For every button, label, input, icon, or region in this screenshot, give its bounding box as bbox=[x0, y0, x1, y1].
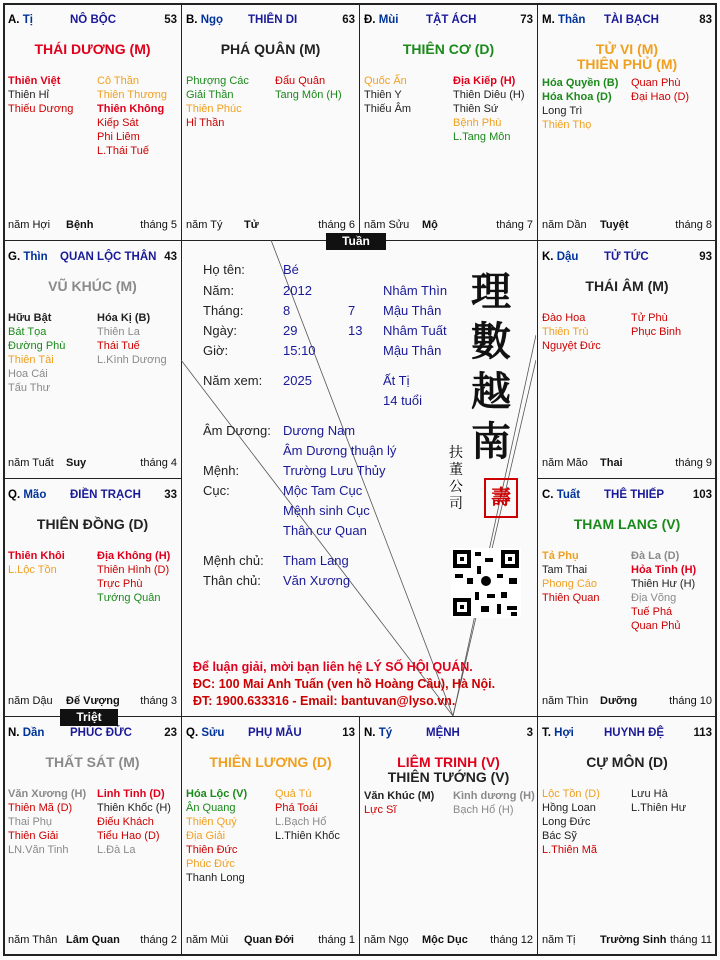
contact-phone-email[interactable]: ĐT: 1900.633316 - Email: bantuvan@lyso.vn. bbox=[193, 694, 456, 708]
palace-footer bbox=[186, 934, 355, 947]
tuan-tag: Tuần bbox=[326, 233, 386, 250]
minor-star: Thai Phụ bbox=[8, 816, 53, 828]
minor-star: Thiếu Dương bbox=[8, 103, 74, 115]
minor-star: Phá Toái bbox=[275, 802, 318, 814]
year-label: năm Sửu bbox=[364, 219, 410, 231]
minor-star: Văn Khúc (M) bbox=[364, 790, 435, 802]
minor-stars-left bbox=[186, 787, 247, 885]
minor-star: Phong Cáo bbox=[542, 578, 598, 590]
palace-header bbox=[8, 727, 177, 741]
minor-stars-right bbox=[631, 311, 681, 339]
red-seal-stamp: 壽 bbox=[484, 478, 518, 518]
minor-star: L.Đà La bbox=[97, 844, 136, 856]
triet-tag: Triệt bbox=[60, 709, 118, 726]
minor-stars-left bbox=[542, 549, 599, 605]
palace-footer bbox=[364, 934, 533, 947]
minor-stars-left bbox=[8, 787, 86, 857]
palace-header bbox=[542, 727, 712, 741]
palace-thin[interactable] bbox=[3, 240, 182, 479]
palace-name: PHÚC ĐỨC bbox=[70, 727, 132, 739]
minor-star: L.Thiên Mã bbox=[542, 844, 598, 856]
minor-star: Tang Môn (H) bbox=[275, 89, 342, 101]
palace-number: 83 bbox=[699, 14, 712, 26]
palace-header bbox=[542, 489, 712, 503]
cuc-relation: Mệnh sinh Cục bbox=[283, 503, 370, 518]
day-value: 29 bbox=[283, 323, 298, 338]
minor-star: Thiên Khốc (H) bbox=[97, 802, 171, 814]
palace-dau[interactable] bbox=[537, 240, 717, 479]
minor-star: LN.Văn Tinh bbox=[8, 844, 69, 856]
palace-header bbox=[542, 14, 712, 28]
minor-star: Đà La (D) bbox=[631, 550, 680, 562]
palace-number: 113 bbox=[693, 727, 712, 739]
palace-header bbox=[542, 251, 712, 265]
palace-name: HUYNH ĐỆ bbox=[604, 727, 665, 739]
palace-number: 3 bbox=[526, 727, 533, 739]
minor-star: Phượng Các bbox=[186, 75, 249, 87]
minor-star: Hồng Loan bbox=[542, 802, 596, 814]
view-year-label: Năm xem: bbox=[203, 373, 263, 388]
palace-footer bbox=[8, 219, 177, 232]
minor-star: Thiên Thương bbox=[97, 89, 168, 101]
main-star: THIÊN PHỦ (M) bbox=[576, 56, 678, 72]
minor-star: Quan Phủ bbox=[631, 620, 681, 632]
palace-position: C. Tuất bbox=[542, 489, 581, 501]
palace-position: N. Tý bbox=[364, 727, 393, 739]
minor-stars-left bbox=[542, 76, 618, 132]
year-label: năm Dần bbox=[542, 219, 587, 231]
minor-star: Linh Tinh (D) bbox=[97, 788, 165, 800]
main-star: THÁI ÂM (M) bbox=[585, 278, 669, 294]
main-star: THẤT SÁT (M) bbox=[45, 754, 140, 770]
minor-stars-left bbox=[186, 74, 249, 130]
month-label: tháng 4 bbox=[140, 457, 177, 469]
contact-line-1: Để luận giải, mời bạn liên hệ LÝ SỐ HỘI QUÁN. bbox=[193, 660, 473, 674]
minor-stars-left bbox=[542, 787, 600, 857]
palace-footer bbox=[8, 695, 177, 708]
minor-star: Thiên Quý bbox=[186, 816, 237, 828]
minor-star: Đẩu Quân bbox=[275, 75, 326, 87]
palace-footer bbox=[8, 457, 177, 470]
name-label: Họ tên: bbox=[203, 262, 245, 277]
day-canchi: Nhâm Tuất bbox=[383, 323, 447, 338]
palace-position: A. Tị bbox=[8, 14, 33, 26]
calligraphy-char-1: 理 bbox=[471, 268, 511, 315]
palace-name: ĐIỀN TRẠCH bbox=[70, 489, 141, 501]
contact-address: ĐC: 100 Mai Anh Tuấn (ven hồ Hoàng Cầu), Hà Nội. bbox=[193, 677, 496, 691]
palace-number: 23 bbox=[164, 727, 177, 739]
main-star: THIÊN CƠ (D) bbox=[402, 41, 495, 57]
minor-stars-left bbox=[542, 311, 601, 353]
palace-name: QUAN LỘC THÂN bbox=[60, 251, 157, 263]
minor-star: Hỏa Tinh (H) bbox=[631, 564, 697, 576]
center-info-panel bbox=[181, 240, 536, 716]
minor-star: Tấu Thư bbox=[8, 382, 51, 394]
palace-number: 53 bbox=[164, 14, 177, 26]
minor-stars-right bbox=[97, 74, 167, 158]
month-lunar: 7 bbox=[348, 303, 356, 318]
year-label: năm Tuất bbox=[8, 457, 54, 469]
minor-star: L.Kình Dương bbox=[97, 354, 167, 366]
minor-star: Lộc Tồn (D) bbox=[542, 788, 600, 800]
minor-star: Thiên Giải bbox=[8, 830, 59, 842]
minor-star: Trực Phù bbox=[97, 578, 143, 590]
minor-star: Thiên Việt bbox=[8, 75, 61, 87]
minor-star: Thiên Tài bbox=[8, 354, 54, 366]
menhchu-value: Tham Lang bbox=[283, 553, 349, 568]
year-label: năm Mão bbox=[542, 457, 588, 469]
amduong-label: Âm Dương: bbox=[203, 423, 271, 438]
minor-star: Thiếu Âm bbox=[364, 103, 412, 115]
life-stage: Tử bbox=[244, 219, 259, 231]
year-label: năm Thìn bbox=[542, 695, 589, 707]
amduong-value: Dương Nam bbox=[283, 423, 356, 438]
hour-label: Giờ: bbox=[203, 343, 229, 358]
age-value: 14 tuổi bbox=[383, 393, 423, 408]
minor-star: Kiếp Sát bbox=[97, 117, 139, 129]
minor-star: Phục Binh bbox=[631, 326, 682, 338]
minor-star: Đường Phù bbox=[8, 340, 66, 352]
minor-star: Lưu Hà bbox=[631, 788, 668, 800]
minor-stars-right bbox=[275, 787, 340, 843]
palace-than[interactable] bbox=[537, 3, 717, 241]
menh-label: Mệnh: bbox=[203, 463, 240, 478]
minor-stars-right bbox=[97, 311, 167, 367]
life-stage: Trường Sinh bbox=[600, 934, 667, 946]
minor-star: Địa Giải bbox=[186, 830, 226, 842]
month-label: tháng 12 bbox=[490, 934, 533, 946]
month-label: tháng 9 bbox=[675, 457, 712, 469]
amduong-relation: Âm Dương thuận lý bbox=[283, 443, 397, 458]
minor-star: Thiên Hỉ bbox=[8, 89, 49, 101]
palace-position: G. Thìn bbox=[8, 251, 48, 263]
minor-star: Thiên Y bbox=[364, 89, 402, 101]
month-label: tháng 8 bbox=[675, 219, 712, 231]
minor-star: Tiểu Hao (D) bbox=[97, 830, 160, 842]
life-stage: Dưỡng bbox=[600, 695, 638, 707]
minor-star: L.Thiên Hư bbox=[631, 802, 687, 814]
minor-stars-right bbox=[631, 549, 696, 633]
minor-star: L.Bạch Hổ bbox=[275, 816, 327, 828]
palace-ti[interactable] bbox=[359, 716, 538, 956]
minor-stars-right bbox=[453, 789, 535, 817]
hour-value: 15:10 bbox=[283, 343, 316, 358]
palace-header bbox=[364, 727, 533, 741]
main-star: VŨ KHÚC (M) bbox=[48, 278, 137, 294]
minor-star: Hỉ Thần bbox=[186, 117, 225, 129]
minor-star: Thiên Đức bbox=[186, 844, 238, 856]
palace-number: 73 bbox=[520, 14, 533, 26]
minor-star: Thiên Khôi bbox=[8, 550, 65, 562]
life-stage: Lâm Quan bbox=[66, 934, 120, 946]
palace-name: TỬ TỨC bbox=[604, 251, 649, 263]
calligraphy-char-3: 越 bbox=[471, 368, 511, 415]
palace-header bbox=[186, 727, 355, 741]
palace-position: N. Dần bbox=[8, 727, 45, 739]
minor-stars-right bbox=[275, 74, 342, 102]
month-label: tháng 5 bbox=[140, 219, 177, 231]
minor-star: Tả Phụ bbox=[542, 550, 579, 562]
minor-star: Tam Thai bbox=[542, 564, 588, 576]
palace-number: 63 bbox=[342, 14, 355, 26]
month-label: tháng 11 bbox=[669, 934, 712, 946]
calligraphy-char-4: 南 bbox=[471, 418, 511, 465]
year-label: năm Ngọ bbox=[364, 934, 409, 946]
hour-canchi: Mậu Thân bbox=[383, 343, 442, 358]
than-cu: Thân cư Quan bbox=[283, 523, 367, 538]
year-label: năm Thân bbox=[8, 934, 58, 946]
year-label: năm Mùi bbox=[186, 934, 229, 946]
minor-star: Lực Sĩ bbox=[364, 804, 397, 816]
minor-star: Thiên Thọ bbox=[542, 119, 592, 131]
palace-name: TẬT ÁCH bbox=[426, 14, 477, 26]
side-text: 扶 董 公 司 bbox=[449, 445, 463, 512]
palace-position: K. Dậu bbox=[542, 251, 579, 263]
palace-number: 103 bbox=[692, 489, 712, 501]
minor-stars-right bbox=[97, 549, 170, 605]
view-year-canchi: Ất Tị bbox=[383, 373, 410, 388]
minor-star: Tuế Phá bbox=[631, 606, 673, 618]
year-label: năm Hợi bbox=[8, 219, 51, 231]
year-label: năm Tý bbox=[186, 219, 223, 231]
month-label: Tháng: bbox=[203, 303, 244, 318]
minor-star: Quan Phù bbox=[631, 77, 681, 89]
minor-stars-left bbox=[364, 74, 411, 116]
day-lunar: 13 bbox=[348, 323, 363, 338]
minor-stars-right bbox=[631, 787, 686, 815]
palace-footer bbox=[542, 695, 712, 708]
palace-footer bbox=[8, 934, 177, 947]
year-canchi: Nhâm Thìn bbox=[383, 283, 448, 298]
thanchu-value: Văn Xương bbox=[283, 573, 351, 588]
minor-star: Long Trì bbox=[542, 105, 583, 117]
palace-name: PHỤ MẪU bbox=[248, 727, 302, 739]
minor-star: Phi Liêm bbox=[97, 131, 140, 143]
palace-footer bbox=[542, 457, 712, 470]
minor-star: Địa Kiếp (H) bbox=[453, 75, 516, 87]
main-star: PHÁ QUÂN (M) bbox=[220, 41, 321, 57]
minor-star: L.Lộc Tồn bbox=[8, 564, 57, 576]
minor-star: Hữu Bật bbox=[8, 312, 52, 324]
year-value: 2012 bbox=[283, 283, 312, 298]
view-year-value: 2025 bbox=[283, 373, 312, 388]
month-label: tháng 6 bbox=[318, 219, 355, 231]
life-stage: Thai bbox=[600, 457, 623, 469]
minor-star: Địa Võng bbox=[631, 592, 677, 604]
minor-star: Thiên Mã (D) bbox=[8, 802, 73, 814]
palace-header bbox=[364, 14, 533, 28]
minor-star: Thiên Phúc bbox=[186, 103, 242, 115]
palace-header bbox=[186, 14, 355, 28]
minor-star: Bạch Hổ (H) bbox=[453, 804, 514, 816]
life-stage: Bệnh bbox=[66, 219, 94, 231]
calligraphy-char-2: 數 bbox=[471, 318, 511, 365]
minor-star: Tướng Quân bbox=[97, 592, 161, 604]
year-label: năm Dậu bbox=[8, 695, 53, 707]
palace-header bbox=[8, 251, 177, 265]
menh-value: Trường Lưu Thủy bbox=[283, 463, 386, 478]
main-star: LIÊM TRINH (V) bbox=[397, 754, 500, 770]
minor-star: Điếu Khách bbox=[97, 816, 154, 828]
life-stage: Quan Đới bbox=[244, 934, 294, 946]
palace-footer bbox=[542, 934, 712, 947]
palace-position: T. Hợi bbox=[542, 727, 574, 739]
minor-star: Đào Hoa bbox=[542, 312, 586, 324]
main-star: THIÊN LƯƠNG (D) bbox=[209, 754, 332, 770]
life-stage: Suy bbox=[66, 457, 87, 469]
month-label: tháng 10 bbox=[669, 695, 712, 707]
palace-position: B. Ngọ bbox=[186, 14, 224, 26]
qr-code-icon[interactable] bbox=[451, 548, 521, 618]
minor-star: Hoa Cái bbox=[8, 368, 48, 380]
month-canchi: Mậu Thân bbox=[383, 303, 442, 318]
life-stage: Tuyệt bbox=[600, 219, 629, 231]
palace-name: THÊ THIẾP bbox=[604, 489, 665, 501]
palace-dan[interactable] bbox=[3, 716, 182, 956]
palace-name: THIÊN DI bbox=[248, 14, 298, 26]
main-star: CỰ MÔN (D) bbox=[586, 754, 668, 770]
minor-star: Ân Quang bbox=[186, 802, 236, 814]
minor-stars-left bbox=[8, 549, 65, 577]
thanchu-label: Thân chủ: bbox=[203, 573, 261, 588]
palace-number: 13 bbox=[342, 727, 355, 739]
palace-position: Q. Mão bbox=[8, 489, 47, 501]
minor-stars-right bbox=[453, 74, 525, 144]
menhchu-label: Mệnh chủ: bbox=[203, 553, 264, 568]
minor-stars-right bbox=[97, 787, 171, 857]
month-value: 8 bbox=[283, 303, 291, 318]
day-label: Ngày: bbox=[203, 323, 237, 338]
minor-star: Thiên Không bbox=[97, 103, 165, 115]
minor-star: Thiên Sứ bbox=[453, 103, 499, 115]
minor-stars-right bbox=[631, 76, 689, 104]
palace-number: 93 bbox=[699, 251, 712, 263]
minor-star: Giải Thần bbox=[186, 89, 234, 101]
minor-star: Thiên Trù bbox=[542, 326, 589, 338]
minor-stars-left bbox=[364, 789, 434, 817]
minor-star: Thiên Hư (H) bbox=[631, 578, 696, 590]
palace-header bbox=[8, 14, 177, 28]
palace-mui[interactable] bbox=[359, 3, 538, 241]
palace-number: 43 bbox=[164, 251, 177, 263]
minor-star: Thái Tuế bbox=[97, 340, 140, 352]
month-label: tháng 7 bbox=[496, 219, 533, 231]
year-label: năm Tị bbox=[542, 934, 576, 946]
main-star: THÁI DƯƠNG (M) bbox=[34, 41, 151, 57]
minor-star: Quả Tú bbox=[275, 788, 312, 800]
minor-star: Hóa Lộc (V) bbox=[186, 788, 248, 800]
main-star: THIÊN TƯỚNG (V) bbox=[387, 769, 510, 785]
minor-star: Cô Thần bbox=[97, 75, 139, 87]
palace-suu[interactable] bbox=[181, 716, 360, 956]
minor-star: Hóa Kị (B) bbox=[97, 312, 151, 324]
minor-star: Bệnh Phù bbox=[453, 117, 502, 129]
month-label: tháng 1 bbox=[318, 934, 355, 946]
palace-number: 33 bbox=[164, 489, 177, 501]
palace-hoi[interactable] bbox=[537, 716, 717, 956]
minor-star: Tử Phù bbox=[631, 312, 668, 324]
palace-footer bbox=[364, 219, 533, 232]
palace-position: Q. Sửu bbox=[186, 727, 225, 739]
minor-star: Thiên Diêu (H) bbox=[453, 89, 525, 101]
minor-star: Kình dương (H) bbox=[453, 790, 535, 802]
month-label: tháng 2 bbox=[140, 934, 177, 946]
palace-header bbox=[8, 489, 177, 503]
month-label: tháng 3 bbox=[140, 695, 177, 707]
life-stage: Đế Vượng bbox=[66, 695, 120, 707]
minor-star: Văn Xương (H) bbox=[8, 788, 87, 800]
palace-footer bbox=[186, 219, 355, 232]
life-stage: Mộc Dục bbox=[422, 934, 468, 946]
minor-star: Hóa Quyền (B) bbox=[542, 77, 619, 89]
palace-position: M. Thân bbox=[542, 14, 586, 26]
minor-stars-left bbox=[8, 74, 73, 116]
minor-star: Phúc Đức bbox=[186, 858, 235, 870]
minor-star: Thiên La bbox=[97, 326, 140, 338]
palace-name: MỆNH bbox=[426, 727, 460, 739]
minor-star: Thanh Long bbox=[186, 872, 245, 884]
main-star: THIÊN ĐỒNG (D) bbox=[36, 516, 149, 532]
minor-star: L.Tang Môn bbox=[453, 131, 511, 143]
minor-star: Đại Hao (D) bbox=[631, 91, 690, 103]
palace-ty[interactable] bbox=[3, 3, 182, 241]
palace-ngo[interactable] bbox=[181, 3, 360, 241]
minor-star: Long Đức bbox=[542, 816, 591, 828]
minor-star: Quốc Ấn bbox=[364, 75, 407, 87]
name-value: Bé bbox=[283, 262, 299, 277]
main-star: TỬ VI (M) bbox=[595, 41, 659, 57]
minor-star: Thiên Hình (D) bbox=[97, 564, 170, 576]
minor-star: Địa Không (H) bbox=[97, 550, 171, 562]
minor-stars-left bbox=[8, 311, 65, 395]
minor-star: Hóa Khoa (D) bbox=[542, 91, 612, 103]
cuc-label: Cục: bbox=[203, 483, 230, 498]
minor-star: Bác Sỹ bbox=[542, 830, 577, 842]
cuc-value: Mộc Tam Cục bbox=[283, 483, 363, 498]
year-label: Năm: bbox=[203, 283, 235, 298]
palace-name: NÔ BỘC bbox=[70, 14, 116, 26]
main-star: THAM LANG (V) bbox=[573, 516, 681, 532]
minor-star: Thiên Quan bbox=[542, 592, 600, 604]
minor-star: L.Thiên Khốc bbox=[275, 830, 340, 842]
life-stage: Mộ bbox=[422, 219, 438, 231]
palace-footer bbox=[542, 219, 712, 232]
minor-star: Bát Tọa bbox=[8, 326, 47, 338]
palace-mao[interactable] bbox=[3, 478, 182, 717]
minor-star: Nguyệt Đức bbox=[542, 340, 601, 352]
palace-name: TÀI BẠCH bbox=[604, 14, 659, 26]
palace-tuat[interactable] bbox=[537, 478, 717, 717]
minor-star: L.Thái Tuế bbox=[97, 145, 149, 157]
palace-position: Đ. Mùi bbox=[364, 14, 399, 26]
